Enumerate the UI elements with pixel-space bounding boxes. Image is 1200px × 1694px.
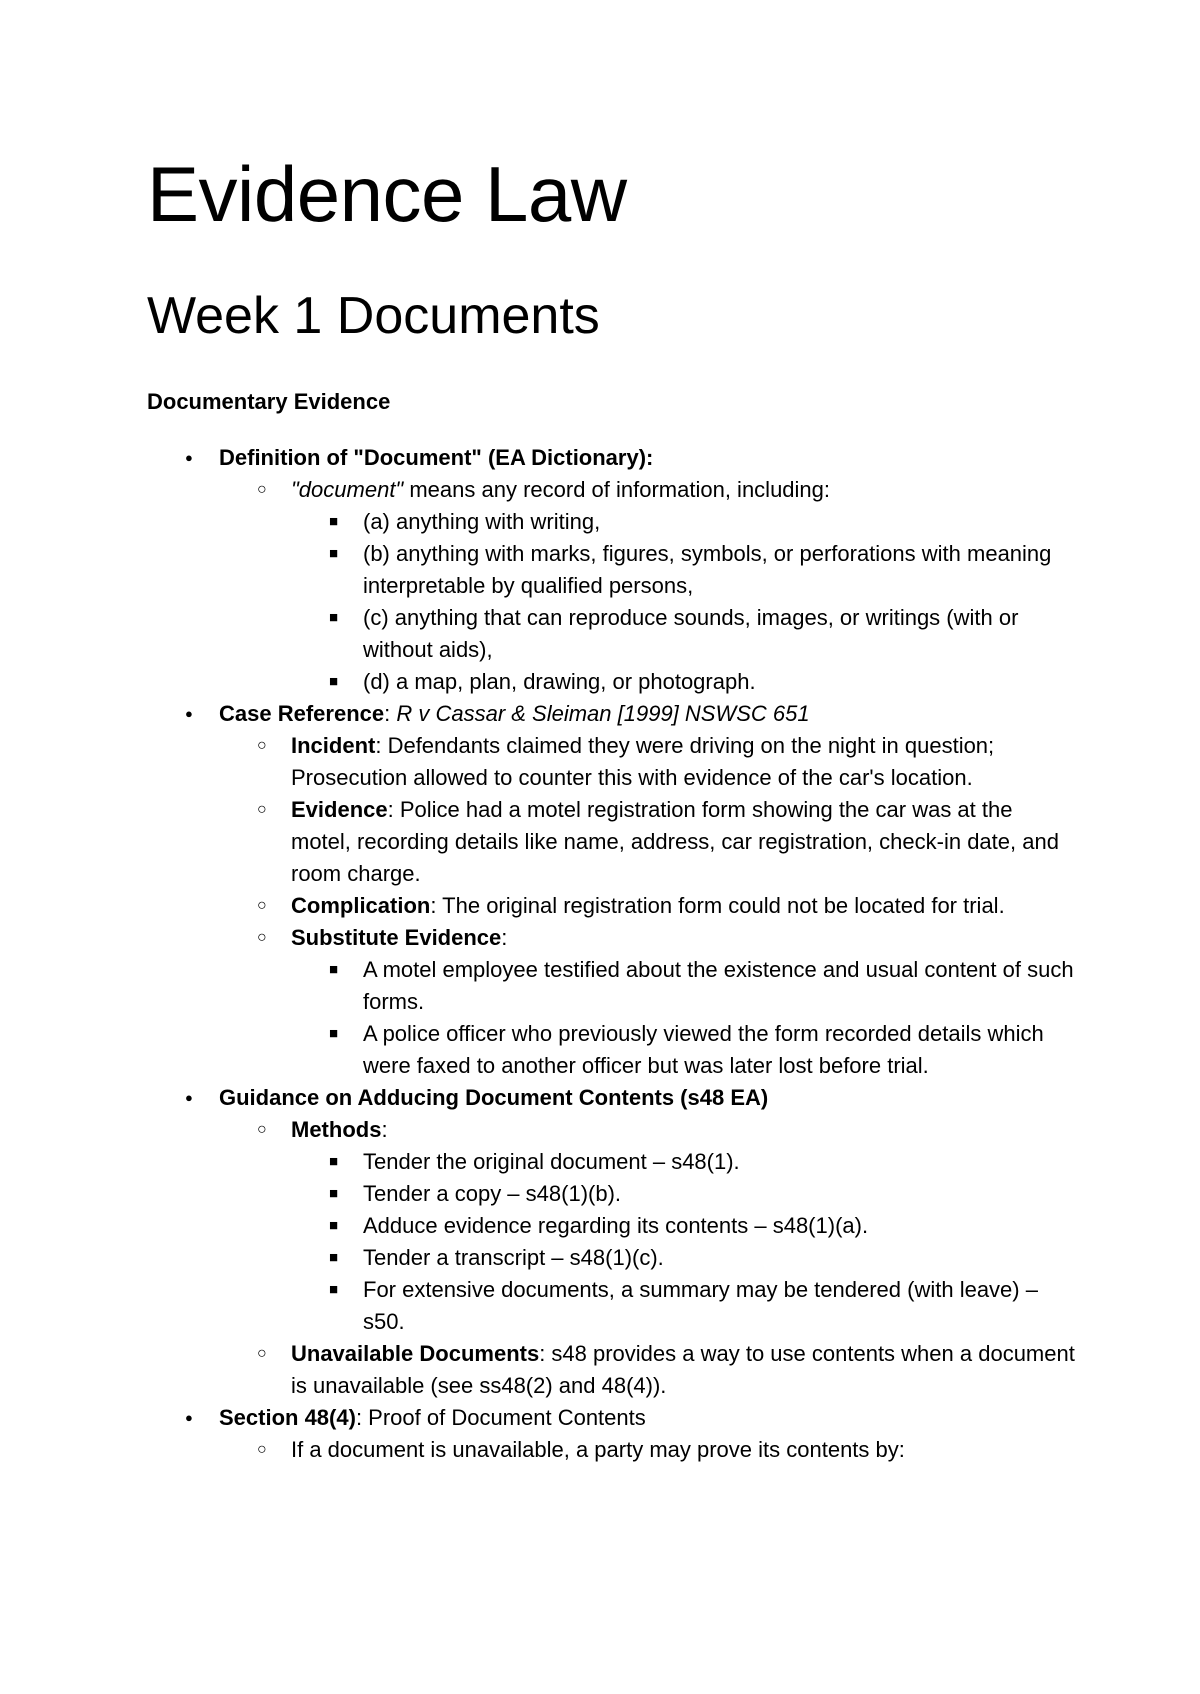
definition-item-d: (d) a map, plan, drawing, or photograph. — [363, 669, 756, 694]
section48-sublist — [219, 1434, 1077, 1466]
bullet-circle-icon: ○ — [257, 801, 267, 818]
bullet-circle-icon: ○ — [257, 929, 267, 946]
list-item-definition — [147, 442, 1077, 698]
bullet-square-icon: ■ — [329, 1025, 339, 1042]
document-page — [147, 148, 1077, 1466]
unavailable-text: : s48 provides a way to use contents when a document is unavailable (see ss48(2) and 48(4)). — [291, 1341, 1075, 1398]
bullet-square-icon: ■ — [329, 1185, 339, 1202]
evidence-label: Evidence — [291, 797, 388, 822]
list-item — [291, 1210, 1077, 1242]
bullet-circle-icon: ○ — [257, 1441, 267, 1458]
bullet-circle-icon: ○ — [257, 1121, 267, 1138]
definition-label: Definition of "Document" (EA Dictionary): — [219, 445, 654, 470]
list-item — [291, 1146, 1077, 1178]
section-heading: Documentary Evidence — [147, 389, 391, 414]
list-item-complication — [219, 890, 1077, 922]
list-item-evidence — [219, 794, 1077, 890]
definition-item-b: (b) anything with marks, figures, symbols, or perforations with meaning interpretable by qualified persons, — [363, 541, 1052, 598]
list-item — [291, 1018, 1077, 1082]
substitute-items-list — [291, 954, 1077, 1082]
substitute-label: Substitute Evidence — [291, 925, 502, 950]
list-item — [291, 602, 1077, 666]
list-item-unavailable-documents — [219, 1338, 1077, 1402]
evidence-text: : Police had a motel registration form showing the car was at the motel, recording details like name, address, car registration, check-in date, and room charge. — [291, 797, 1059, 886]
complication-text: : The original registration form could not be located for trial. — [430, 893, 1005, 918]
section48-label: Section 48(4) — [219, 1405, 356, 1430]
method-1: Tender the original document – s48(1). — [363, 1149, 740, 1174]
list-item-section-48-4 — [147, 1402, 1077, 1466]
definition-items-list — [291, 506, 1077, 698]
complication-label: Complication — [291, 893, 431, 918]
list-item — [291, 666, 1077, 698]
bullet-square-icon: ■ — [329, 513, 339, 530]
case-citation: R v Cassar & Sleiman [1999] NSWSC 651 — [396, 701, 810, 726]
section48-text: : Proof of Document Contents — [355, 1405, 646, 1430]
bullet-circle-icon: ○ — [257, 737, 267, 754]
main-bullet-list — [147, 442, 1077, 1466]
guidance-label: Guidance on Adducing Document Contents (s48 EA) — [219, 1085, 769, 1110]
unavailable-label: Unavailable Documents — [291, 1341, 540, 1366]
method-4: Tender a transcript – s48(1)(c). — [363, 1245, 664, 1270]
bullet-square-icon: ■ — [329, 1281, 339, 1298]
case-label: Case Reference — [219, 701, 385, 726]
incident-label: Incident — [291, 733, 376, 758]
list-item — [291, 1274, 1077, 1338]
incident-text: : Defendants claimed they were driving on the night in question; Prosecution allowed to counter this with evidence of the car's location. — [291, 733, 995, 790]
substitute-colon: : — [501, 925, 508, 950]
bullet-square-icon: ■ — [329, 609, 339, 626]
definition-intro-text: means any record of information, including: — [403, 477, 831, 502]
list-item-substitute-evidence — [219, 922, 1077, 1082]
case-separator: : — [384, 701, 397, 726]
definition-item-a: (a) anything with writing, — [363, 509, 601, 534]
bullet-circle-icon: ○ — [257, 1345, 267, 1362]
substitute-item-1: A motel employee testified about the existence and usual content of such forms. — [363, 957, 1074, 1014]
guidance-sublist — [219, 1114, 1077, 1402]
substitute-item-2: A police officer who previously viewed the form recorded details which were faxed to another officer but was later lost before trial. — [363, 1021, 1044, 1078]
bullet-disc-icon: ● — [185, 1410, 193, 1425]
section48-sub-text: If a document is unavailable, a party may prove its contents by: — [291, 1437, 905, 1462]
bullet-disc-icon: ● — [185, 1090, 193, 1105]
definition-item-c: (c) anything that can reproduce sounds, images, or writings (with or without aids), — [363, 605, 1019, 662]
list-item — [291, 1242, 1077, 1274]
list-item — [291, 954, 1077, 1018]
methods-label: Methods — [291, 1117, 382, 1142]
list-item-definition-intro — [219, 474, 1077, 698]
document-subtitle: Week 1 Documents — [147, 287, 600, 345]
list-item-guidance — [147, 1082, 1077, 1402]
list-item — [219, 1434, 1077, 1466]
method-5: For extensive documents, a summary may be tendered (with leave) – s50. — [363, 1277, 1038, 1334]
bullet-circle-icon: ○ — [257, 897, 267, 914]
bullet-square-icon: ■ — [329, 673, 339, 690]
bullet-square-icon: ■ — [329, 961, 339, 978]
method-3: Adduce evidence regarding its contents – s48(1)(a). — [363, 1213, 869, 1238]
bullet-square-icon: ■ — [329, 1217, 339, 1234]
bullet-disc-icon: ● — [185, 706, 193, 721]
list-item-case-reference — [147, 698, 1077, 1082]
case-sublist — [219, 730, 1077, 1082]
list-item — [291, 506, 1077, 538]
list-item-incident — [219, 730, 1077, 794]
bullet-square-icon: ■ — [329, 1153, 339, 1170]
list-item-methods — [219, 1114, 1077, 1338]
bullet-circle-icon: ○ — [257, 481, 267, 498]
bullet-square-icon: ■ — [329, 1249, 339, 1266]
definition-sublist — [219, 474, 1077, 698]
definition-term: "document" — [291, 477, 404, 502]
methods-list — [291, 1146, 1077, 1338]
list-item — [291, 1178, 1077, 1210]
list-item — [291, 538, 1077, 602]
method-2: Tender a copy – s48(1)(b). — [363, 1181, 622, 1206]
methods-colon: : — [381, 1117, 388, 1142]
bullet-disc-icon: ● — [185, 450, 193, 465]
document-title: Evidence Law — [147, 150, 627, 238]
bullet-square-icon: ■ — [329, 545, 339, 562]
